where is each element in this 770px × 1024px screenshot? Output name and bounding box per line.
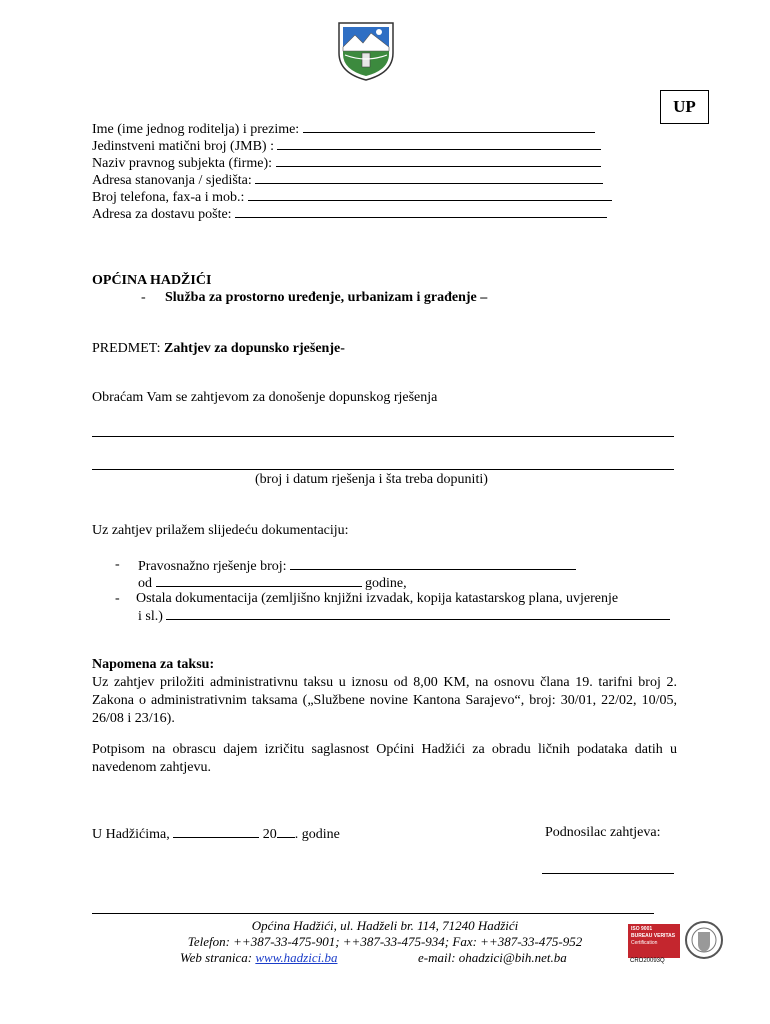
footer-email: e-mail: ohadzici@bih.net.ba <box>418 950 567 965</box>
jmb-label: Jedinstveni matični broj (JMB) : <box>92 139 274 154</box>
address-label: Adresa stanovanja / sjedišta: <box>92 173 252 188</box>
final-decision-number-blank[interactable] <box>290 557 576 570</box>
cert-code: CRO20093Q <box>630 958 665 964</box>
cert-certification-label: Certification <box>631 940 658 946</box>
cert-bv-label: BUREAU VERITAS <box>631 933 676 939</box>
other-documents-blank[interactable] <box>166 607 670 620</box>
coat-of-arms-emblem <box>333 17 399 83</box>
applicant-name-field[interactable] <box>92 120 595 138</box>
mailing-address-blank[interactable] <box>235 205 607 218</box>
footer-address: Općina Hadžići, ul. Hadželi br. 114, 71240 Hadžići <box>251 918 519 933</box>
applicant-signature-label: Podnosilac zahtjeva: <box>545 825 661 840</box>
other-documents-field[interactable] <box>138 607 670 625</box>
final-decision-date-blank[interactable] <box>156 574 362 587</box>
final-decision-godine: godine, <box>365 576 407 591</box>
fee-note-text: Uz zahtjev priložiti administrativnu taksu u iznosu od 8,00 KM, na osnovu člana 19. tarifni broj 2. Zakona o administrativnim taksama („Službene novine Kantona Sarajevo“, broj: 30/01, 22/02, 10/05, 26/08 i 23/16). <box>92 675 677 726</box>
final-decision-field[interactable] <box>138 557 576 575</box>
other-documents-cont: i sl.) <box>138 609 163 624</box>
signature-place: U Hadžićima, <box>92 827 170 842</box>
company-name-label: Naziv pravnog subjekta (firme): <box>92 156 272 171</box>
applicant-name-label: Ime (ime jednog roditelja) i prezime: <box>92 122 300 137</box>
phone-field[interactable] <box>92 188 612 206</box>
phone-label: Broj telefona, fax-a i mob.: <box>92 190 245 205</box>
other-documents-label: Ostala dokumentacija (zemljišno knjižni izvadak, kopija katastarskog plana, uvjerenje <box>136 591 619 606</box>
iso-certification-badge <box>628 920 726 966</box>
applicant-signature-line[interactable] <box>542 873 674 874</box>
signature-year-suffix: . godine <box>294 827 340 842</box>
form-code-box <box>660 90 709 124</box>
subject-value: Zahtjev za dopunsko rješenje- <box>164 341 345 356</box>
recipient-service: Služba za prostorno uređenje, urbanizam i građenje – <box>165 290 488 305</box>
footer-divider <box>92 913 654 914</box>
jmb-field[interactable] <box>92 137 601 155</box>
fee-note-title: Napomena za taksu: <box>92 657 215 672</box>
address-blank[interactable] <box>255 171 603 184</box>
request-blank-line-2[interactable] <box>92 469 674 470</box>
address-field[interactable] <box>92 171 603 189</box>
footer-web <box>180 950 337 966</box>
subject-label: PREDMET: <box>92 341 161 356</box>
attachment-dash-2: - <box>115 591 120 606</box>
applicant-name-blank[interactable] <box>303 120 595 133</box>
footer-phones: Telefon: ++387-33-475-901; ++387-33-475-934; Fax: ++387-33-475-952 <box>187 934 583 949</box>
request-hint: (broj i datum rješenja i šta treba dopuniti) <box>255 472 488 487</box>
cert-iso-label: ISO 9001 <box>631 926 653 932</box>
company-name-field[interactable] <box>92 154 601 172</box>
mailing-address-field[interactable] <box>92 205 607 223</box>
signature-year-prefix: 20 <box>262 827 277 842</box>
recipient-name: OPĆINA HADŽIĆI <box>92 273 212 288</box>
footer-web-label: Web stranica: <box>180 950 253 965</box>
attachments-intro: Uz zahtjev prilažem slijedeću dokumentaciju: <box>92 523 349 538</box>
consent-text: Potpisom na obrascu dajem izričitu saglasnost Općini Hadžići za obradu ličnih podataka datih u navedenom zahtjevu. <box>92 742 677 775</box>
signature-date-blank[interactable] <box>173 825 259 838</box>
jmb-blank[interactable] <box>277 137 601 150</box>
final-decision-label: Pravosnažno rješenje broj: <box>138 559 287 574</box>
footer-web-link[interactable]: www.hadzici.ba <box>255 950 338 965</box>
signature-year-blank[interactable] <box>277 825 295 838</box>
request-intro: Obraćam Vam se zahtjevom za donošenje dopunskog rješenja <box>92 390 438 405</box>
final-decision-od: od <box>138 576 152 591</box>
company-name-blank[interactable] <box>276 154 601 167</box>
form-code: UP <box>673 97 696 116</box>
signature-place-date[interactable] <box>92 825 340 843</box>
bureau-veritas-seal-icon <box>684 920 724 965</box>
attachment-dash-1: - <box>115 557 120 572</box>
phone-blank[interactable] <box>248 188 612 201</box>
final-decision-date-field[interactable] <box>138 574 407 592</box>
request-blank-line-1[interactable] <box>92 436 674 437</box>
subject-line <box>92 341 345 357</box>
mailing-address-label: Adresa za dostavu pošte: <box>92 207 232 222</box>
recipient-dash: - <box>141 290 146 305</box>
